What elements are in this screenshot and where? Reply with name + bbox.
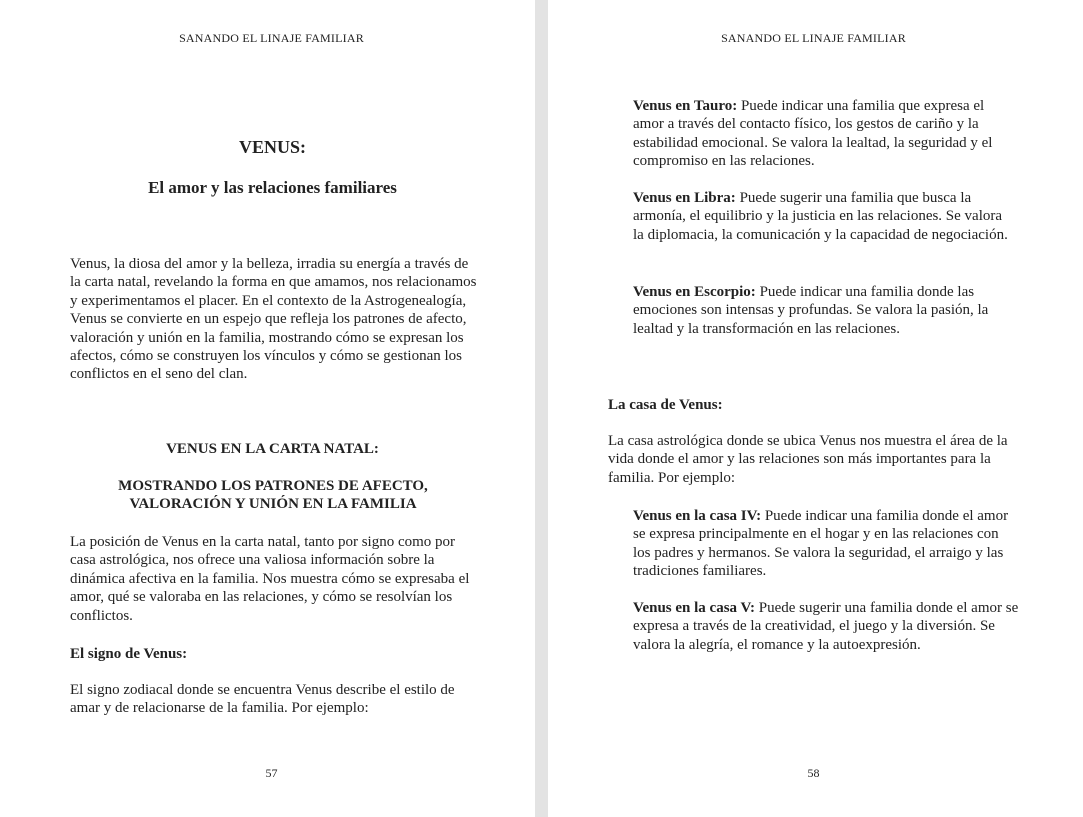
running-head: SANANDO EL LINAJE FAMILIAR <box>721 31 906 45</box>
section-subheading: MOSTRANDO LOS PATRONES DE AFECTO, VALORACIÓN Y UNIÓN EN LA FAMILIA <box>118 478 428 512</box>
sign-paragraph: El signo zodiacal donde se encuentra Venus describe el estilo de amar y de relacionarse de la familia. Por ejemplo: <box>70 682 455 717</box>
example-term: Venus en Tauro: <box>633 98 738 114</box>
sign-example-tauro <box>633 97 1013 171</box>
section-paragraph: La posición de Venus en la carta natal, tanto por signo como por casa astrológica, nos ofrece una valiosa información sobre la dinámica afectiva en la familia. Nos muestra cómo se expresaba el amor, qué se valoraba en las relaciones, y cómo se resolvían los conflictos. <box>70 534 470 624</box>
page-number: 58 <box>807 766 820 780</box>
sign-heading: El signo de Venus: <box>70 646 188 662</box>
sign-example-escorpio <box>633 283 1013 338</box>
sign-example-libra <box>633 189 1013 244</box>
example-term: Venus en Escorpio: <box>633 284 756 300</box>
example-text: Puede indicar una familia que expresa el amor a través del contacto físico, los gestos de cariño y la estabilidad emocional. Se valora la lealtad, la seguridad y el compromiso en las relaciones. <box>633 98 993 170</box>
intro-paragraph: Venus, la diosa del amor y la belleza, irradia su energía a través de la carta natal, revelando la forma en que amamos, nos relacionamos y experimentamos el placer. En el contexto de la Astrogenealogía, Venus se convierte en un espejo que refleja los patrones de afecto, valoración y unión en la familia, mostrando cómo se expresan los afectos, cómo se construyen los vínculos y cómo se gestionan los conflictos en el seno del clan. <box>70 256 477 383</box>
example-text: Puede sugerir una familia donde el amor se expresa a través de la creatividad, el juego y la diversión. Se valora la alegría, el romance y la autoexpresión. <box>633 600 1019 653</box>
example-text: Puede indicar una familia donde las emociones son intensas y profundas. Se valora la pasión, la lealtad y la transformación en las relaciones. <box>633 284 989 337</box>
section-heading: VENUS EN LA CARTA NATAL: <box>166 441 379 457</box>
house-paragraph: La casa astrológica donde se ubica Venus nos muestra el área de la vida donde el amor y las relaciones son más importantes para la familia. Por ejemplo: <box>608 433 1008 486</box>
page-gutter <box>535 0 548 817</box>
page-number: 57 <box>265 766 278 780</box>
chapter-subtitle: El amor y las relaciones familiares <box>148 178 397 197</box>
house-example-v <box>633 599 1023 654</box>
example-term: Venus en Libra: <box>633 190 736 206</box>
example-term: Venus en la casa IV: <box>633 508 762 524</box>
chapter-title: VENUS: <box>238 137 306 157</box>
example-term: Venus en la casa V: <box>633 600 755 616</box>
example-text: Puede indicar una familia donde el amor se expresa principalmente en el hogar y en las relaciones con los padres y hermanos. Se valora la seguridad, el arraigo y las tradiciones familiares. <box>633 508 1009 580</box>
left-page <box>0 0 535 817</box>
house-example-iv <box>633 507 1013 581</box>
example-text: Puede sugerir una familia que busca la armonía, el equilibrio y la justicia en las relaciones. Se valora la diplomacia, la comunicación y la capacidad de negociación. <box>633 190 1008 243</box>
running-head: SANANDO EL LINAJE FAMILIAR <box>179 31 364 45</box>
right-page <box>548 0 1083 817</box>
house-heading: La casa de Venus: <box>608 397 723 413</box>
